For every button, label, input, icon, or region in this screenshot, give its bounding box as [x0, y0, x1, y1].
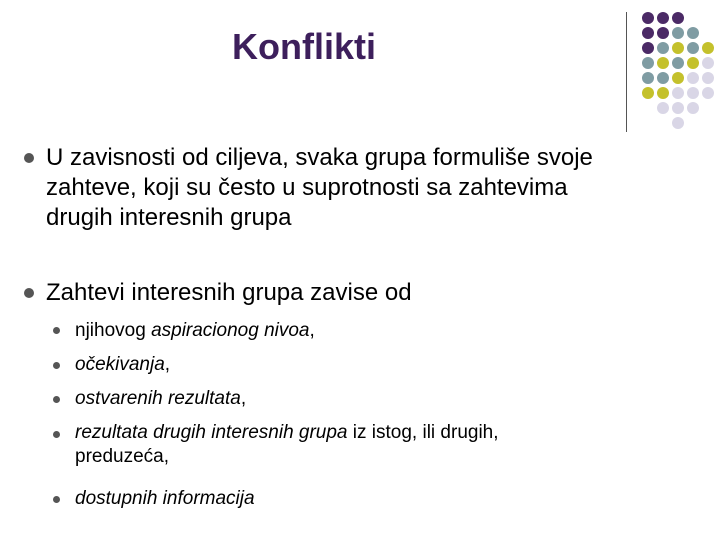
decorative-dot: [687, 102, 699, 114]
decorative-dot: [702, 57, 714, 69]
sub-bullet-icon: [53, 431, 60, 438]
decorative-dot: [702, 42, 714, 54]
decorative-dot: [672, 42, 684, 54]
decorative-dot: [702, 87, 714, 99]
decorative-dot: [687, 27, 699, 39]
decorative-dot: [642, 12, 654, 24]
decorative-dot: [642, 27, 654, 39]
decorative-dot: [642, 57, 654, 69]
decorative-dot: [642, 72, 654, 84]
bullet-1-text: [46, 143, 696, 233]
sub-bullet-icon: [53, 496, 60, 503]
decorative-dot: [657, 12, 669, 24]
bullet-2-text: Zahtevi interesnih grupa zavise od: [46, 279, 412, 306]
bullet-icon: [24, 153, 34, 163]
bullet-1-line-2: zahteve, koji su često u suprotnosti sa zahtevima: [46, 174, 568, 201]
decorative-dot: [672, 117, 684, 129]
decorative-dot: [687, 42, 699, 54]
decorative-dot: [657, 27, 669, 39]
decorative-dot: [672, 27, 684, 39]
sub-item-1: njihovog aspiracionog nivoa,: [75, 320, 315, 341]
sub-item-4: rezultata drugih interesnih grupa iz istog, ili drugih, preduzeća,: [75, 422, 499, 467]
decorative-dot: [672, 87, 684, 99]
decorative-dot: [657, 57, 669, 69]
decorative-dot: [642, 87, 654, 99]
decorative-dot: [687, 57, 699, 69]
decorative-dot: [687, 72, 699, 84]
sub-bullet-icon: [53, 362, 60, 369]
bullet-1-line-1: U zavisnosti od ciljeva, svaka grupa formuliše svoje: [46, 144, 593, 171]
slide-title: Konflikti: [232, 26, 376, 67]
sub-bullet-icon: [53, 396, 60, 403]
decorative-dot: [657, 42, 669, 54]
decorative-dot: [702, 72, 714, 84]
decorative-dot: [657, 72, 669, 84]
decorative-dot: [672, 102, 684, 114]
decorative-dot: [672, 57, 684, 69]
decorative-dot: [657, 87, 669, 99]
sub-bullet-icon: [53, 327, 60, 334]
decorative-dot: [657, 102, 669, 114]
sub-item-5: dostupnih informacija: [75, 488, 255, 509]
bullet-1-line-3: drugih interesnih grupa: [46, 204, 292, 231]
decorative-dot: [687, 87, 699, 99]
sub-item-3: ostvarenih rezultata,: [75, 388, 247, 409]
divider-line: [626, 12, 627, 132]
decorative-dot: [642, 42, 654, 54]
bullet-icon: [24, 288, 34, 298]
decorative-dot: [672, 12, 684, 24]
sub-item-2: očekivanja,: [75, 354, 171, 375]
decorative-dot: [672, 72, 684, 84]
